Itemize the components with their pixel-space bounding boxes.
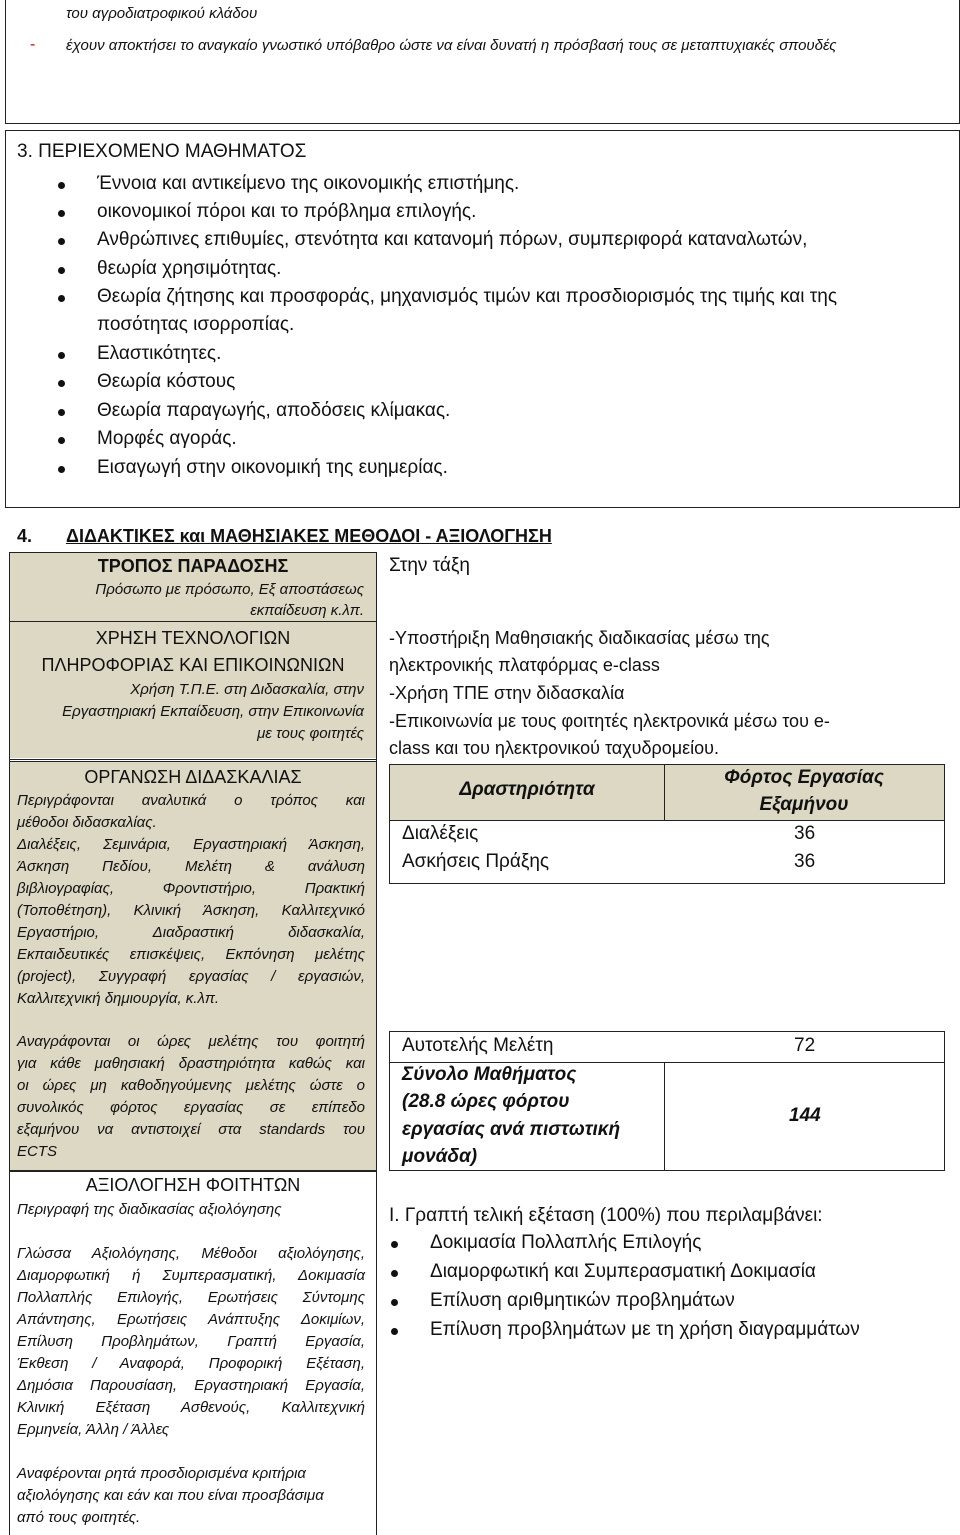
row-line [389, 1062, 945, 1063]
bullet-icon [58, 182, 65, 189]
workload-activity: Διαλέξεις [402, 823, 479, 844]
org-desc-line: Περιγράφονται αναλυτικά ο τρόπος και [17, 792, 365, 809]
assess-lang-line: Γλώσσα Αξιολόγησης, Μέθοδοι αξιολόγησης, [17, 1245, 365, 1262]
workload-total-label: (28.8 ώρες φόρτου [402, 1091, 570, 1112]
workload-col-activity: Δραστηριότητα [459, 779, 595, 800]
delivery-value: Στην τάξη [389, 555, 470, 576]
section3-title: 3. ΠΕΡΙΕΧΟΜΕΝΟ ΜΑΘΗΜΑΤΟΣ [17, 141, 307, 162]
assess-lang-line: Έκθεση / Αναφορά, Προφορική Εξέταση, [17, 1355, 365, 1372]
list-item: Επίλυση αριθμητικών προβλημάτων [430, 1290, 735, 1311]
workload-total-label: Σύνολο Μαθήματος [402, 1064, 577, 1085]
col-line [376, 552, 377, 1170]
ict-heading-1: ΧΡΗΣΗ ΤΕΧΝΟΛΟΓΙΩΝ [95, 628, 291, 648]
list-item: Μορφές αγοράς. [97, 428, 237, 449]
org-hours-line: οι ώρες μη καθοδηγούμενης μελέτης ώστε ο [17, 1077, 365, 1094]
list-item: Θεωρία παραγωγής, αποδόσεις κλίμακας. [97, 400, 451, 421]
assess-criteria-line: Αναφέρονται ρητά προσδιορισμένα κριτήρια [17, 1465, 306, 1482]
workload-col-load-2: Εξαμήνου [759, 794, 849, 815]
row-line [389, 820, 945, 821]
bullet-icon [58, 210, 65, 217]
workload-total-label: εργασίας ανά πιστωτική [402, 1119, 621, 1140]
org-desc-line: Εργαστήριο, Διαδραστική διδασκαλία, [17, 924, 365, 941]
org-hours-line: ECTS [17, 1143, 58, 1160]
workload-activity: Ασκήσεις Πράξης [402, 851, 550, 872]
row-line [9, 761, 377, 762]
workload-self-study-load: 72 [794, 1035, 816, 1056]
list-item: οικονομικοί πόροι και το πρόβλημα επιλογής. [97, 201, 477, 222]
org-hours-line: συνολικός φόρτος εργασίας σε επίπεδο [17, 1099, 365, 1116]
ict-desc-2: Εργαστηριακή Εκπαίδευση, στην Επικοινωνία [62, 703, 364, 720]
list-item: Εισαγωγή στην οικονομική της ευημερίας. [97, 457, 448, 478]
list-item: Επίλυση προβλημάτων με τη χρήση διαγραμμάτων [430, 1319, 860, 1340]
assessment-value-intro: Ι. Γραπτή τελική εξέταση (100%) που περιλαμβάνει: [389, 1205, 823, 1226]
list-item: Διαμορφωτική και Συμπερασματική Δοκιμασία [430, 1261, 816, 1282]
list-item: Θεωρία κόστους [97, 371, 236, 392]
bullet-icon [391, 1241, 398, 1248]
workload-total-label: μονάδα) [402, 1146, 478, 1167]
row-line [9, 552, 377, 553]
assess-lang-line: Διαμορφωτική ή Συμπερασματική, Δοκιμασία [17, 1267, 365, 1284]
list-item: Θεωρία ζήτησης και προσφοράς, μηχανισμός τιμών και προσδιορισμός της τιμής και της [97, 286, 837, 307]
assess-criteria-line: από τους φοιτητές. [17, 1509, 141, 1526]
org-desc-line: μέθοδοι διδασκαλίας. [17, 814, 157, 831]
workload-col-load-1: Φόρτος Εργασίας [724, 767, 884, 788]
org-hours-line: εξαμήνου να αντιστοιχεί στα standards του [17, 1121, 365, 1138]
delivery-desc-2: εκπαίδευση κ.λπ. [250, 602, 364, 619]
list-item: θεωρία χρησιμότητας. [97, 258, 282, 279]
assess-lang-line: Επίλυση Προβλημάτων, Γραπτή Εργασία, [17, 1333, 365, 1350]
assess-criteria-line: αξιολόγησης και εάν και που είναι προσβάσιμα [17, 1487, 324, 1504]
row-line [9, 759, 377, 760]
bullet-icon [58, 352, 65, 359]
section4-number: 4. [17, 526, 33, 546]
bullet-icon [58, 380, 65, 387]
org-desc-line: βιβλιογραφίας, Φροντιστήριο, Πρακτική [17, 880, 365, 897]
org-desc-line: Άσκηση Πεδίου, Μελέτη & ανάλυση [17, 858, 365, 875]
ict-value-line: -Επικοινωνία με τους φοιτητές ηλεκτρονικά μέσω του e- [389, 711, 830, 731]
ict-desc-1: Χρήση Τ.Π.Ε. στη Διδασκαλία, στην [130, 681, 364, 698]
ict-value-line: class και του ηλεκτρονικού ταχυδρομείου. [389, 738, 720, 758]
workload-load: 36 [794, 823, 816, 844]
assessment-heading: ΑΞΙΟΛΟΓΗΣΗ ΦΟΙΤΗΤΩΝ [85, 1175, 301, 1195]
org-desc-line: Καλλιτεχνική δημιουργία, κ.λπ. [17, 990, 220, 1007]
assess-lang-line: Απάντησης, Ερωτήσεις Ανάπτυξης Δοκιμίων, [17, 1311, 365, 1328]
ict-desc-3: με τους φοιτητές [257, 725, 364, 742]
assess-lang-line: Πολλαπλής Επιλογής, Ερωτήσεις Σύντομης [17, 1289, 365, 1306]
list-item: Ανθρώπινες επιθυμίες, στενότητα και κατανομή πόρων, συμπεριφορά καταναλωτών, [97, 229, 808, 250]
assess-lang-line: Ερμηνεία, Άλλη / Άλλες [17, 1421, 170, 1438]
org-hours-line: Αναγράφονται οι ώρες μελέτης του φοιτητή [17, 1033, 365, 1050]
list-item: Δοκιμασία Πολλαπλής Επιλογής [430, 1232, 702, 1253]
col-line [664, 1062, 665, 1171]
bullet-icon [391, 1299, 398, 1306]
org-desc-line: (Τοποθέτηση), Κλινική Άσκηση, Καλλιτεχνικό [17, 902, 365, 919]
bullet-icon [58, 267, 65, 274]
workload-total-value: 144 [789, 1105, 821, 1126]
bullet-icon [58, 238, 65, 245]
bullet-icon [58, 295, 65, 302]
bullet-icon [58, 409, 65, 416]
org-desc-line: Διαλέξεις, Σεμινάρια, Εργαστηριακή Άσκηση, [17, 836, 365, 853]
org-desc-line: (project), Συγγραφή εργασίας / εργασιών, [17, 968, 365, 985]
bullet-icon [391, 1328, 398, 1335]
workload-self-study: Αυτοτελής Μελέτη [402, 1035, 554, 1056]
assess-lang-line: Δημόσια Παρουσίαση, Εργαστηριακή Εργασία, [17, 1377, 365, 1394]
organization-heading: ΟΡΓΑΝΩΣΗ ΔΙΔΑΣΚΑΛΙΑΣ [84, 767, 302, 787]
row-line [9, 621, 377, 622]
delivery-heading: ΤΡΟΠΟΣ ΠΑΡΑΔΟΣΗΣ [97, 556, 289, 576]
list-item: Ελαστικότητες. [97, 343, 222, 364]
ict-heading-2: ΠΛΗΡΟΦΟΡΙΑΣ ΚΑΙ ΕΠΙΚΟΙΝΩΝΙΩΝ [41, 655, 345, 675]
ict-value-line: ηλεκτρονικής πλατφόρμας e-class [389, 655, 660, 675]
list-item: Έννοια και αντικείμενο της οικονομικής επιστήμης. [97, 173, 520, 194]
delivery-desc-1: Πρόσωπο με πρόσωπο, Εξ αποστάσεως [95, 581, 364, 598]
section4-title: ΔΙΔΑΚΤΙΚΕΣ και ΜΑΘΗΣΙΑΚΕΣ ΜΕΘΟΔΟΙ - ΑΞΙΟΛΟΓΗΣΗ [66, 526, 552, 546]
ict-value-line: -Χρήση ΤΠΕ στην διδασκαλία [389, 683, 625, 703]
org-hours-line: για κάθε μαθησιακή δραστηριότητα καθώς και [17, 1055, 365, 1072]
assessment-desc: Περιγραφή της διαδικασίας αξιολόγησης [17, 1201, 282, 1218]
top-line-2: έχουν αποκτήσει το αναγκαίο γνωστικό υπόβαθρο ώστε να είναι δυνατή η πρόσβασή τους σε μεταπτυχιακές σπουδές [66, 37, 837, 54]
bullet-icon [391, 1270, 398, 1277]
top-dash: - [30, 36, 36, 53]
assess-lang-line: Κλινική Εξέταση Ασθενούς, Καλλιτεχνική [17, 1399, 365, 1416]
ict-value-line: -Υποστήριξη Μαθησιακής διαδικασίας μέσω της [389, 628, 770, 648]
workload-load: 36 [794, 851, 816, 872]
org-desc-line: Εκπαιδευτικές επισκέψεις, Εκπόνηση μελέτης [17, 946, 365, 963]
bullet-icon [58, 437, 65, 444]
list-item-cont: ποσότητας ισορροπίας. [97, 314, 295, 335]
bullet-icon [58, 466, 65, 473]
top-line-1: του αγροδιατροφικού κλάδου [66, 5, 258, 22]
